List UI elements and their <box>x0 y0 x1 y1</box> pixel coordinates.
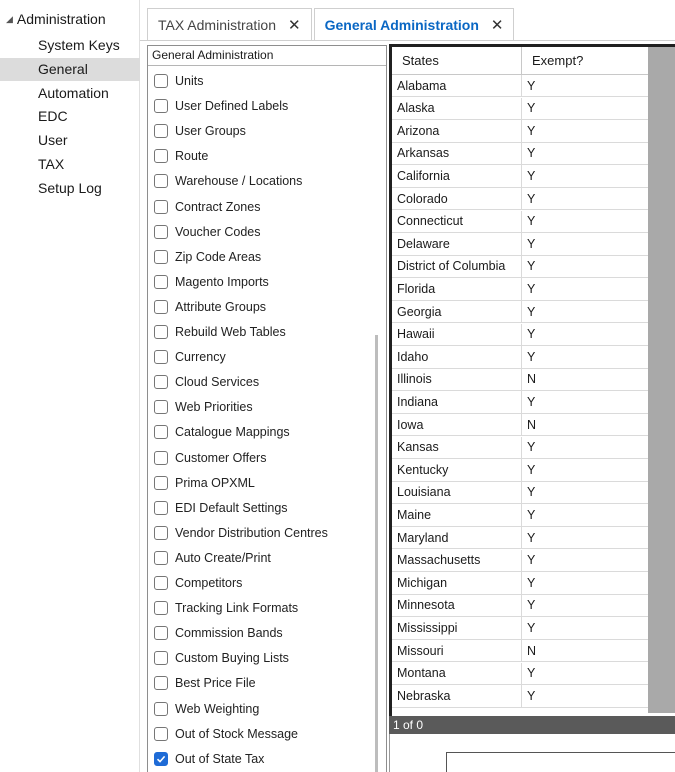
table-row[interactable] <box>392 165 648 187</box>
list-item[interactable] <box>154 345 226 369</box>
list-item[interactable] <box>154 621 283 645</box>
exempt-cell[interactable]: N <box>527 643 537 658</box>
tree-root-label: Administration <box>16 11 106 27</box>
table-row[interactable] <box>392 617 648 639</box>
tab-label: TAX Administration <box>158 16 277 33</box>
checkbox[interactable] <box>154 676 168 690</box>
tree-item-system-keys[interactable]: System Keys <box>38 37 120 53</box>
exempt-cell[interactable]: Y <box>527 191 536 206</box>
table-row[interactable] <box>392 527 648 549</box>
exempt-cell[interactable]: Y <box>527 440 536 455</box>
exempt-cell[interactable]: Y <box>527 78 536 93</box>
state-cell[interactable]: Massachusetts <box>392 550 522 571</box>
tab-divider <box>140 40 675 41</box>
close-icon[interactable]: ✕ <box>288 16 301 34</box>
state-cell[interactable]: Missouri <box>392 640 522 661</box>
checkbox[interactable] <box>154 149 168 163</box>
table-row[interactable] <box>392 75 648 97</box>
exempt-cell[interactable]: Y <box>527 575 536 590</box>
exempt-cell[interactable]: Y <box>527 327 536 342</box>
table-row[interactable] <box>392 233 648 255</box>
column-header-exempt[interactable]: Exempt? <box>532 53 584 68</box>
list-item-label: Best Price File <box>175 676 256 691</box>
list-item-label: Out of State Tax <box>175 751 265 766</box>
exempt-cell[interactable]: Y <box>527 146 536 161</box>
table-row[interactable] <box>392 98 648 120</box>
checkbox[interactable] <box>154 250 168 264</box>
list-item-label: Web Priorities <box>175 400 253 415</box>
state-cell[interactable]: Kentucky <box>392 459 522 480</box>
table-row[interactable] <box>392 256 648 278</box>
list-item[interactable] <box>154 69 203 93</box>
list-item-label: Units <box>175 74 204 88</box>
table-row[interactable] <box>392 595 648 617</box>
table-row[interactable] <box>392 369 648 391</box>
list-header: General Administration <box>148 46 386 66</box>
exempt-cell[interactable]: Y <box>527 598 536 613</box>
list-item-label: Catalogue Mappings <box>175 425 290 440</box>
table-row[interactable] <box>392 301 648 323</box>
tab-label: General Administration <box>324 16 479 33</box>
table-row[interactable] <box>392 211 648 233</box>
list-item[interactable] <box>154 370 259 394</box>
checkbox-checked[interactable] <box>154 752 168 766</box>
list-item[interactable] <box>154 471 255 495</box>
exempt-cell[interactable]: Y <box>527 462 536 477</box>
exempt-cell[interactable]: Y <box>527 304 536 319</box>
exempt-cell[interactable]: Y <box>527 530 536 545</box>
state-cell[interactable]: Louisiana <box>392 482 522 503</box>
exempt-cell[interactable]: Y <box>527 349 536 364</box>
list-item-label: EDI Default Settings <box>175 500 288 515</box>
tree-item-general[interactable]: General <box>0 58 140 81</box>
state-cell[interactable]: Hawaii <box>392 324 522 345</box>
checkbox[interactable] <box>154 526 168 540</box>
list-item-label: Contract Zones <box>175 199 261 214</box>
table-row[interactable] <box>392 120 648 142</box>
table-row[interactable] <box>392 437 648 459</box>
list-item[interactable] <box>154 722 298 746</box>
checkbox[interactable] <box>154 124 168 138</box>
state-cell[interactable]: California <box>392 165 522 186</box>
checkbox[interactable] <box>154 325 168 339</box>
checkbox[interactable] <box>154 74 168 88</box>
checkbox[interactable] <box>154 425 168 439</box>
state-cell[interactable]: Delaware <box>392 233 522 254</box>
checkbox[interactable] <box>154 350 168 364</box>
list-item-label: Tracking Link Formats <box>175 601 299 616</box>
table-row[interactable] <box>392 550 648 572</box>
state-cell[interactable]: Montana <box>392 663 522 684</box>
checkbox[interactable] <box>154 174 168 188</box>
exempt-cell[interactable]: Y <box>527 282 536 297</box>
state-cell[interactable]: Idaho <box>392 346 522 367</box>
tree-item-edc[interactable]: EDC <box>38 108 68 125</box>
list-item-label: Attribute Groups <box>175 299 267 314</box>
list-item[interactable] <box>154 144 208 168</box>
list-item-label: Route <box>175 149 209 164</box>
list-item-label: Web Weighting <box>175 701 260 716</box>
list-item[interactable] <box>154 571 242 595</box>
checkbox[interactable] <box>154 200 168 214</box>
list-item-label: Custom Buying Lists <box>175 651 289 666</box>
list-item[interactable] <box>154 270 269 294</box>
state-cell[interactable]: Michigan <box>392 572 522 593</box>
table-row[interactable] <box>392 188 648 210</box>
list-item[interactable] <box>154 320 286 344</box>
column-header-states[interactable]: States <box>392 47 522 74</box>
tab-tax-administration[interactable] <box>147 8 312 40</box>
table-row[interactable] <box>392 346 648 368</box>
list-scrollbar[interactable] <box>375 335 378 772</box>
checkbox[interactable] <box>154 300 168 314</box>
list-item[interactable] <box>154 119 246 143</box>
grid-empty-area <box>648 47 675 713</box>
lower-input-box[interactable] <box>446 752 675 772</box>
state-cell[interactable]: Maryland <box>392 527 522 548</box>
state-cell[interactable]: Minnesota <box>392 595 522 616</box>
exempt-cell[interactable]: Y <box>527 508 536 523</box>
admin-tree <box>0 0 140 772</box>
exempt-cell[interactable]: N <box>527 417 537 432</box>
state-cell[interactable]: Arizona <box>392 120 522 141</box>
list-item-label: Currency <box>175 350 226 365</box>
exempt-cell[interactable]: Y <box>527 666 536 681</box>
checkbox[interactable] <box>154 651 168 665</box>
state-cell[interactable]: Colorado <box>392 188 522 209</box>
table-row[interactable] <box>392 640 648 662</box>
table-row[interactable] <box>392 391 648 413</box>
table-row[interactable] <box>392 143 648 165</box>
tree-item-tax[interactable]: TAX <box>38 156 65 172</box>
list-item-label: Out of Stock Message <box>175 726 298 741</box>
collapse-arrow-icon[interactable]: ◢ <box>6 13 13 24</box>
list-item[interactable] <box>154 446 266 470</box>
checkbox[interactable] <box>154 451 168 465</box>
checkbox[interactable] <box>154 626 168 640</box>
list-item-label: Vendor Distribution Centres <box>175 525 328 540</box>
list-item[interactable] <box>154 245 261 269</box>
state-cell[interactable]: Maine <box>392 504 522 525</box>
list-item[interactable] <box>154 697 259 721</box>
list-item[interactable] <box>154 395 253 419</box>
exempt-cell[interactable]: Y <box>527 485 536 500</box>
tree-root-administration[interactable] <box>6 11 106 27</box>
table-row[interactable] <box>392 459 648 481</box>
tree-item-user[interactable]: User <box>38 132 68 149</box>
checkbox[interactable] <box>154 576 168 590</box>
list-item[interactable] <box>154 521 328 545</box>
state-cell[interactable]: Illinois <box>392 369 522 390</box>
list-item[interactable] <box>154 646 289 670</box>
list-item[interactable] <box>154 220 260 244</box>
tree-item-automation[interactable]: Automation <box>38 84 109 101</box>
state-cell[interactable]: Arkansas <box>392 143 522 164</box>
exempt-cell[interactable]: Y <box>527 101 536 116</box>
checkbox[interactable] <box>154 225 168 239</box>
list-item-label: Cloud Services <box>175 375 260 390</box>
list-item-label: Prima OPXML <box>175 475 255 490</box>
state-cell[interactable]: Connecticut <box>392 211 522 232</box>
list-item[interactable] <box>154 546 271 570</box>
checkbox[interactable] <box>154 275 168 289</box>
list-item[interactable] <box>154 671 256 695</box>
state-cell[interactable]: Nebraska <box>392 685 522 706</box>
checkbox[interactable] <box>154 476 168 490</box>
state-cell[interactable]: Mississippi <box>392 617 522 638</box>
checkbox[interactable] <box>154 601 168 615</box>
exempt-cell[interactable]: Y <box>527 395 536 410</box>
list-item[interactable] <box>154 169 302 193</box>
state-cell[interactable]: Alabama <box>392 75 522 96</box>
grid-header <box>392 47 648 75</box>
exempt-cell[interactable]: Y <box>527 553 536 568</box>
list-item-label: Zip Code Areas <box>175 249 262 264</box>
exempt-cell[interactable]: Y <box>527 123 536 138</box>
checkbox[interactable] <box>154 99 168 113</box>
list-item-label: Magento Imports <box>175 274 269 289</box>
list-item[interactable] <box>154 195 260 219</box>
list-item[interactable] <box>154 295 266 319</box>
table-row[interactable] <box>392 482 648 504</box>
table-row[interactable] <box>392 324 648 346</box>
tree-item-setup-log[interactable]: Setup Log <box>38 179 102 196</box>
list-item-label: Commission Bands <box>175 626 283 641</box>
exempt-cell[interactable]: Y <box>527 688 536 703</box>
exempt-cell[interactable]: N <box>527 372 537 387</box>
table-row[interactable] <box>392 572 648 594</box>
list-item-label: Auto Create/Print <box>175 550 271 565</box>
exempt-cell[interactable]: Y <box>527 214 536 229</box>
table-row[interactable] <box>392 278 648 300</box>
list-item-label: User Groups <box>175 124 246 139</box>
state-cell[interactable]: Kansas <box>392 437 522 458</box>
pager-status: 1 of 0 <box>389 716 675 734</box>
state-cell[interactable]: Indiana <box>392 391 522 412</box>
tab-general-administration[interactable] <box>314 8 515 40</box>
state-cell[interactable]: Georgia <box>392 301 522 322</box>
table-row[interactable] <box>392 685 648 707</box>
exempt-cell[interactable]: Y <box>527 169 536 184</box>
list-item-label: Rebuild Web Tables <box>175 325 286 339</box>
list-item[interactable] <box>154 94 288 118</box>
table-row[interactable] <box>392 663 648 685</box>
checkbox[interactable] <box>154 501 168 515</box>
checkbox[interactable] <box>154 727 168 741</box>
exempt-cell[interactable]: Y <box>527 236 536 251</box>
checkbox[interactable] <box>154 400 168 414</box>
tab-strip <box>147 8 516 40</box>
list-item[interactable] <box>154 496 288 520</box>
state-cell[interactable]: Alaska <box>392 98 522 119</box>
exempt-cell[interactable]: Y <box>527 259 536 274</box>
checkbox[interactable] <box>154 375 168 389</box>
list-item-label: Competitors <box>175 576 243 590</box>
list-item[interactable] <box>154 420 290 444</box>
list-item-label: Customer Offers <box>175 450 267 465</box>
state-cell[interactable]: Iowa <box>392 414 522 435</box>
checkbox[interactable] <box>154 702 168 716</box>
state-cell[interactable]: Florida <box>392 278 522 299</box>
list-item[interactable] <box>154 596 298 620</box>
list-item[interactable] <box>154 747 264 771</box>
state-cell[interactable]: District of Columbia <box>392 256 522 277</box>
table-row[interactable] <box>392 504 648 526</box>
close-icon[interactable]: ✕ <box>490 16 504 34</box>
exempt-cell[interactable]: Y <box>527 621 536 636</box>
list-item-label: Voucher Codes <box>175 224 261 239</box>
list-item-label: User Defined Labels <box>175 99 289 114</box>
table-row[interactable] <box>392 414 648 436</box>
checkbox[interactable] <box>154 551 168 565</box>
list-item-label: Warehouse / Locations <box>175 174 303 189</box>
